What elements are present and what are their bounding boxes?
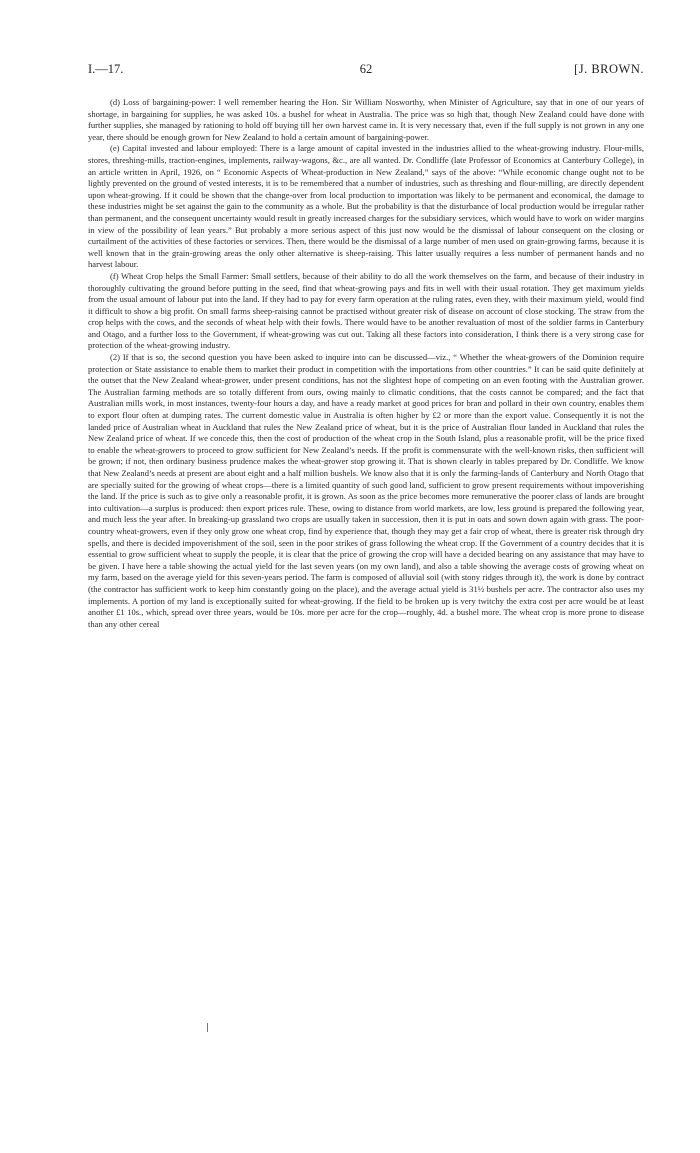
paragraph-capital-labour: (e) Capital invested and labour employed: There is a large amount of capital invested in the industries allied to the wheat-growing industry. Flour-mills, stores, threshing-mills, traction-engines, implements, railway-wagons, &c., are all wanted. Dr. Condliffe (late Professor of Economics at Canterbury College), in an article written in April, 1926, on “ Economic Aspects of Wheat-production in New Zealand,” says of the above: “While economic change ought not to be lightly prevented on the ground of vested interests, it is to be remembered that a number of industries, such as threshing and flour-milling, are directly dependent upon wheat-growing. If it could be shown that the change-over from local production to importation was likely to be permanent and economical, the damage to these industries might be set against the gain to the community as a whole. But the probability is that the disturbance of local production would be irregular rather than permanent, and the consequent uncertainty would result in greatly increased charges for the subsidiary services, which would have to work on wider margins in view of the possibility of lean years.” But probably a more serious aspect of this just now would be the dismissal of labour consequent on the closing or curtailment of the activities of these factories or services. Then, there would be the dismissal of a large number of men used on grain-growing farms, because it is well known that in the grain-growing areas the only other alternative is sheep-raising. This latter usually requires a less number of permanent hands and no harvest labour. — [88, 143, 644, 270]
page-header — [88, 62, 644, 80]
paragraph-bargaining-power: (d) Loss of bargaining-power: I well remember hearing the Hon. Sir William Nosworthy, when Minister of Agriculture, say that in one of our years of shortage, in bargaining for supplies, he was asked 10s. a bushel for wheat in Australia. The price was so high that, though New Zealand could have done with further supplies, she managed by rationing to hold off buying till her own harvest came in. It is very necessary that, even if the full supply is not grown in any one year, there should be enough grown for New Zealand to hold a certain amount of bargaining-power. — [88, 97, 644, 142]
paragraph-protection-question: (2) If that is so, the second question you have been asked to inquire into can be discussed—viz., “ Whether the wheat-growers of the Dominion require protection or State assistance to enable them to market their product in competition with the importations from other countries.” It can be said quite definitely at the outset that the New Zealand wheat-grower, under present conditions, has not the slightest hope of competing on an even footing with the Australian grower. The Australian farming methods are so totally different from ours, owing mainly to climatic conditions, that the costs cannot be compared; and the fact that Australian mills work, in most instances, twenty-four hours a day, and have a ready market at good prices for bran and pollard in their own country, enables them to export flour often at dumping rates. The current domestic value in Australia is often higher by £2 or more than the export value. Consequently it is not the landed price of Australian wheat in Auckland that rules the New Zealand price of wheat, but it is the price of Australian flour landed in Auckland that rules the New Zealand price of wheat. If we concede this, then the cost of production of the wheat crop in the South Island, plus a reasonable profit, will be the price fixed to enable the wheat-growers to proceed to grow sufficient for New Zealand’s needs. If the profit is commensurate with the well-known risks, then sufficient will be grown; if not, then ordinary business prudence makes the wheat-grower stop growing it. That is shown clearly in tables prepared by Dr. Condliffe. We know that New Zealand’s needs at present are about eight and a half million bushels. We know also that it is only the farming-lands of Canterbury and North Otago that are specially suited for the growing of wheat crops—there is a limited quantity of such good land, sufficient to grow present requirements without impoverishing the land. If the price is such as to give only a reasonable profit, it is grown. As soon as the price becomes more remunerative the poorer class of lands are brought into cultivation—a surplus is produced: then export prices rule. These, owing to distance from world markets, are low, less ground is prepared the following year, and much less the year after. In breaking-up grassland two crops are usually taken in succession, then it is put in oats and sown down again with grass. The poor-country wheat-growers, even if they only grow one wheat crop, find by experience that, though they may get a fair crop of wheat, there is greater risk through dry spells, and there is decided impoverishment of the soil, seen in the poor strikes of grass following the wheat crop. If the Government of a country decides that it is essential to grow sufficient wheat to supply the people, it is clear that the price of growing the crop will have a decided bearing on any assistance that may have to be given. I have here a table showing the actual yield for the last seven years (on my own land), and also a table showing the average costs of growing wheat on my farm, based on the average yield for this seven-years period. The farm is composed of alluvial soil (with stony ridges through it), the work is done by contract (the contractor has sufficient work to keep him constantly going on the place), and the average actual yield is 31½ bushels per acre. The contractor also uses my implements. A portion of my land is exceptionally suited for wheat-growing. If the field to be broken up is very twitchy the extra cost per acre would be at least another £1 10s., which, spread over three years, would be 10s. more per acre for the crop—roughly, 4d. a bushel more. The wheat crop is more prone to disease than any other cereal — [88, 352, 644, 629]
paragraph-small-farmer: (f) Wheat Crop helps the Small Farmer: Small settlers, because of their ability to do all the work themselves on the farm, and because of their industry in thoroughly cultivating the ground before putting in the seed, find that wheat-growing pays and fits in well with their usual rotation. They get maximum yields from the usual amount of labour put into the land. If they had to pay for every farm operation at the ruling rates, even they, with their maximum yield, would find it difficult to show a big profit. On small farms sheep-raising cannot be practised without greater risk of disease on account of close stocking. The straw from the crop helps with the cows, and the seconds of wheat help with their fowls. There would have to be another revaluation of most of the soldier farms in Canterbury and Otago, and a further loss to the Government, if wheat-growing was cut out. Taking all these factors into consideration, I think there is a very strong case for protection of the wheat-growing industry. — [88, 270, 644, 351]
witness-name: [J. BROWN. — [574, 62, 644, 76]
page-number: 62 — [359, 62, 373, 76]
print-mark — [207, 1023, 208, 1032]
report-code: I.—17. — [88, 62, 124, 76]
body-text — [88, 97, 644, 630]
